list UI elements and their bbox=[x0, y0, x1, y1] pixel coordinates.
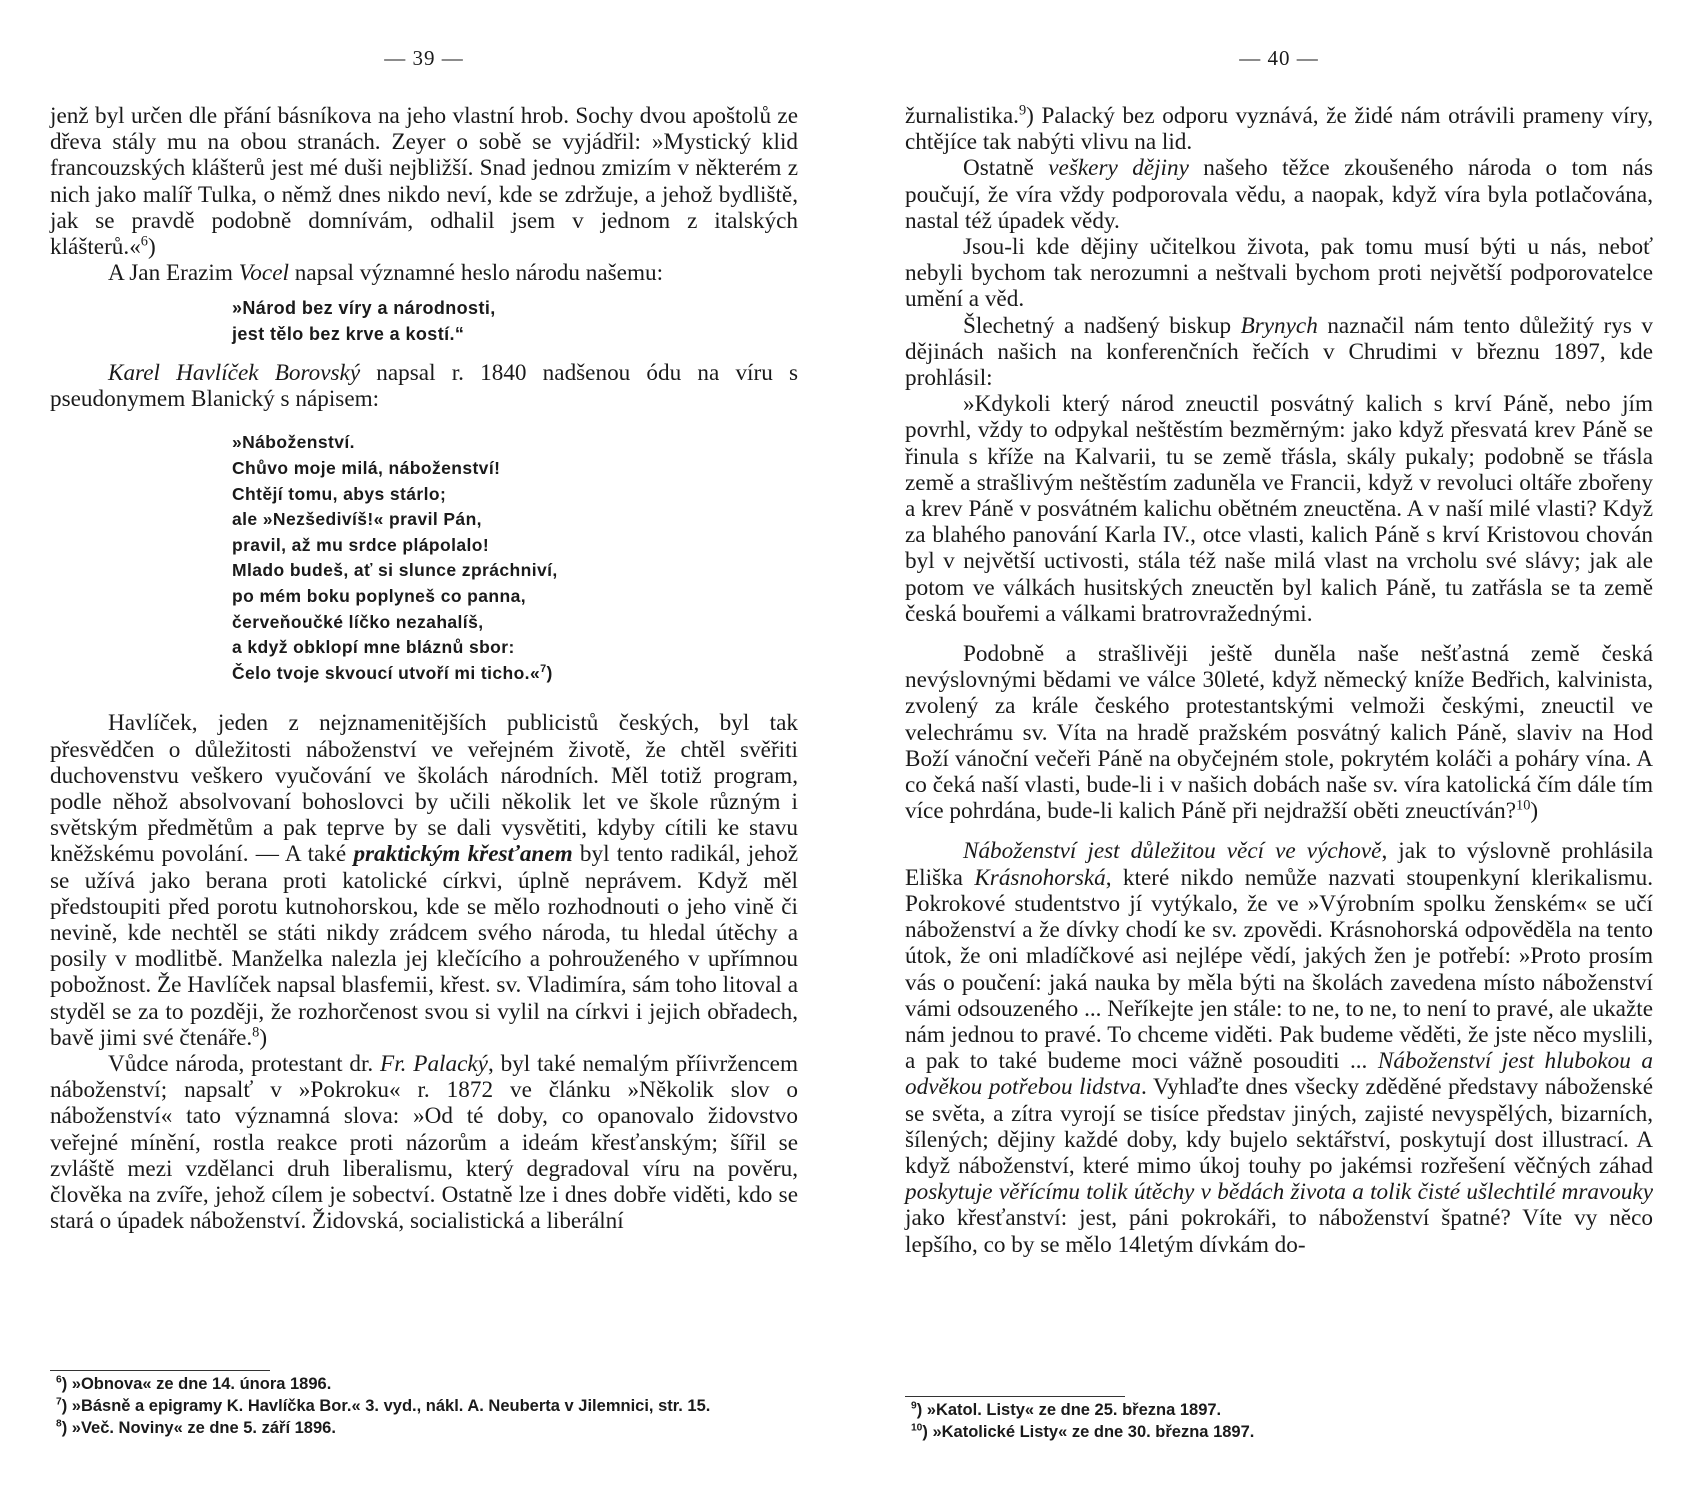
footnote-ref[interactable]: 9 bbox=[1018, 102, 1027, 119]
verse-line: pravil, až mu srdce plápolalo! bbox=[232, 534, 490, 555]
page-body bbox=[50, 103, 798, 1234]
footnote-ref[interactable]: 8 bbox=[252, 1024, 260, 1041]
footnote-ref[interactable]: 10 bbox=[1516, 797, 1531, 814]
verse-line: Chůvo moje milá, náboženství! bbox=[232, 458, 501, 479]
paragraph: Karel Havlíček Borovský napsal r. 1840 nadšenou ódu na víru s pseudonymem Blanický s nápisem: bbox=[50, 360, 799, 413]
verse-line: a když obklopí mne bláznů sbor: bbox=[232, 637, 515, 658]
left-page bbox=[50, 0, 798, 1500]
paragraph: Vůdce národa, protestant dr. Fr. Palacký, byl také nemalým příivržencem náboženství; napsalť v »Pokroku« r. 1872 ve článku »Několik slov o náboženství« tato významná slova: »Od té doby, co opanovalo židovstvo veřejné mínění, rostla reakce proti názorům a ideám křesťanským; šířil se zvláště mezi vzdělanci druh liberalismu, který degradoval víru na pověru, člověka na zvíře, jehož cílem je sobectví. Ostatně lze i dnes dobře viděti, kdo se stará o úpadek náboženství. Židovská, socialistická a liberální bbox=[50, 1051, 798, 1235]
paragraph: Podobně a strašlivěji ještě duněla naše nešťastná země česká nevýslovnými bědami ve válce 30leté, když německý kníže Bedřich, kalvinista, zvolený za krále českého protestantskými velmoži českými, zneuctil ve velechrámu sv. Víta na hradě pražském posvátný kalich Páně, slaviv na Hod Boží vánoční večeři Páně na obyčejném stole, pokrytém koláči a poháry vína. A co čeká naší vlasti, bude-li i v našich dobách naše sv. víra katolická čím dále tím více pohrdána, bude-li kalich Páně při nejdražší oběti zneuctíván?$^{10}$) bbox=[905, 641, 1653, 825]
verse-line: Čelo tvoje skvoucí utvoří mi ticho.«$^7$) bbox=[232, 662, 553, 683]
verse-line: »Náboženství. bbox=[232, 432, 355, 453]
footnote: $^{10}$) »Katolické Listy« ze dne 30. března 1897. bbox=[911, 1422, 1255, 1441]
verse-line: po mém boku poplyneš co panna, bbox=[232, 585, 526, 606]
verse-quote bbox=[232, 296, 798, 348]
footnotes bbox=[905, 1399, 1653, 1443]
verse-line: ale »Nezšedivíš!« pravil Pán, bbox=[232, 509, 482, 530]
footnote-divider bbox=[50, 1370, 270, 1371]
verse-line: červeňoučké líčko nezahalíš, bbox=[232, 611, 484, 632]
footnote-divider bbox=[905, 1396, 1125, 1397]
footnote: $^7$) »Básně a epigramy K. Havlíčka Bor.« 3. vyd., nákl. A. Neuberta v Jilemnici, str. 15. bbox=[56, 1396, 711, 1415]
paragraph: Havlíček, jeden z nejznamenitějších publicistů českých, byl tak přesvědčen o důležitosti náboženství ve veřejném životě, že chtěl svěřiti duchovenstvu veškero vyučování ve školách národních. Měl totiž program, podle něhož absolvovaní bohoslovci by učili několik let ve škole různým i světským předmětům a pak teprve by se dali vysvětiti, kdyby cítili ke stavu kněžskému povolání. — A také praktickým křesťanem byl tento radikál, jehož se užívá jako berana proti katolické církvi, úplně neprávem. Když měl předstoupiti před porotu kutnohorskou, kde se mělo rozhodnouti o jeho vině či nevině, kde nechtěl se státi nikdy zrádcem svého národa, tu hledal útěchy a posily v modlitbě. Manželka nalezla jej klečícího a pohrouženého v upřímnou pobožnost. Že Havlíček napsal blasfemii, křest. sv. Vladimíra, sám toho litoval a styděl se za to později, že rozhorčenost svou si vylil na církvi i jejich obřadech, bavě jimi své čtenáře.$^8$) bbox=[50, 710, 798, 1051]
footnote: $^6$) »Obnova« ze dne 14. února 1896. bbox=[56, 1374, 332, 1393]
paragraph: Ostatně veškery dějiny našeho těžce zkoušeného národa o tom nás poučují, že víra vždy podporovala vědu, a naopak, když víra byla potlačována, nastal též úpadek vědy. bbox=[905, 155, 1653, 234]
quotation: »Kdykoli který národ zneuctil posvátný kalich s krví Páně, nebo jím povrhl, vždy to odpykal neštěstím bezměrným: jako když přesvatá krev Páně se řinula s kříže na Kalvarii, tu se země třásla, skály pukaly; podobně se třásla země a strašlivým neštěstím zaduněla ve Francii, když v revoluci oltáře zbořeny a krev Páně v posvátném kalichu obětném zneuctěna. A v naší milé vlasti? Když za blahého panování Karla IV., otce vlasti, kalich Páně s krví Kristovou chován byl v největší uctivosti, stála též naše milá vlast na vrcholu své slávy; jak ale potom ve válkách husitských zneuctěn byl kalich Páně, tu zatřásla se ta země česká bouřemi a válkami bratrovražednými. bbox=[905, 391, 1653, 627]
footnote-ref[interactable]: 7 bbox=[540, 662, 547, 675]
footnotes bbox=[50, 1373, 798, 1439]
page-number: — 39 — bbox=[384, 46, 464, 70]
paragraph: jenž byl určen dle přání básníkova na jeho vlastní hrob. Sochy dvou apoštolů ze dřeva stály mu na obou stranách. Zeyer o sobě se vyjádřil: »Mystický klid francouzských klášterů jest mé duši nejbližší. Snad jednou zmizím v některém z nich jako malíř Tulka, o němž dnes nikdo neví, kde se zdržuje, a jehož bydliště, jak se pravdě podobně domnívám, odhalil jsem v jednom z italských klášterů.«$^6$) bbox=[50, 103, 798, 261]
paragraph: Náboženství jest důležitou věcí ve výchově, jak to výslovně prohlásila Eliška Krásnohorská, které nikdo nemůže nazvati stoupenkyní klerikalismu. Pokrokové studentstvo jí vytýkalo, že ve »Výrobním spolku ženském« se učí náboženství a že dívky chodí ke sv. zpovědi. Krásnohorská odpověděla na tento útok, že oni mladíčkové asi nejlépe vědí, jakých žen je potřebí: »Proto prosím vás o poučení: jaká nauka by měla býti na školách zavedena místo náboženství vámi odsouzeného ... Neříkejte jen stále: to ne, to ne, to není to pravé, ale ukažte nám jednou to pravé. To chceme viděti. Pak budeme věděti, že jste něco myslili, a pak to také budeme moci vážně posouditi ... Náboženství jest hlubokou a odvěkou potřebou lidstva. Vyhlaďte dnes všecky zděděné představy náboženské se světa, a zítra vyrojí se tisíce představ jiných, zajisté nevyspělých, bizarních, šílených; dějiny každé doby, kdy bujelo sektářství, poskytují dost illustrací. A když náboženství, které mimo úkoj touhy po jakémsi rozřešení věčných záhad poskytuje věřícímu tolik útěchy v bědách života a tolik čisté ušlechtilé mravouky jako křesťanství: jest, páni pokrokáři, to náboženství špatné? Víte vy něco lepšího, co by se mělo 14letým dívkám do- bbox=[905, 838, 1654, 1258]
paragraph: A Jan Erazim Vocel napsal významné heslo národu našemu: bbox=[108, 260, 664, 287]
verse-line: Mlado budeš, ať si slunce zpráchniví, bbox=[232, 560, 558, 581]
page-number: — 40 — bbox=[1239, 46, 1319, 70]
poem bbox=[232, 430, 798, 686]
paragraph: žurnalistika.$^9$) Palacký bez odporu vyznává, že židé nám otrávili prameny víry, chtějíce tak nabýti vlivu na lid. bbox=[905, 102, 1653, 156]
footnote: $^9$) »Katol. Listy« ze dne 25. března 1897. bbox=[911, 1400, 1222, 1419]
page-body bbox=[905, 103, 1653, 1258]
footnote: $^8$) »Več. Noviny« ze dne 5. září 1896. bbox=[56, 1418, 336, 1437]
footnote-ref[interactable]: 6 bbox=[140, 233, 148, 250]
verse-line: Chtějí tomu, abys stárlo; bbox=[232, 483, 447, 504]
verse-line: jest tělo bez krve a kostí.“ bbox=[232, 324, 465, 345]
right-page bbox=[905, 0, 1653, 1500]
paragraph: Jsou-li kde dějiny učitelkou života, pak tomu musí býti u nás, neboť nebyli bychom tak nerozumni a neštvali bychom proti největší podporovatelce umění a věd. bbox=[905, 234, 1653, 313]
paragraph: Šlechetný a nadšený biskup Brynych naznačil nám tento důležitý rys v dějinách našich na konferenčních řečích v Chrudimi v březnu 1897, kde prohlásil: bbox=[905, 312, 1653, 392]
verse-line: »Národ bez víry a národnosti, bbox=[232, 298, 496, 319]
